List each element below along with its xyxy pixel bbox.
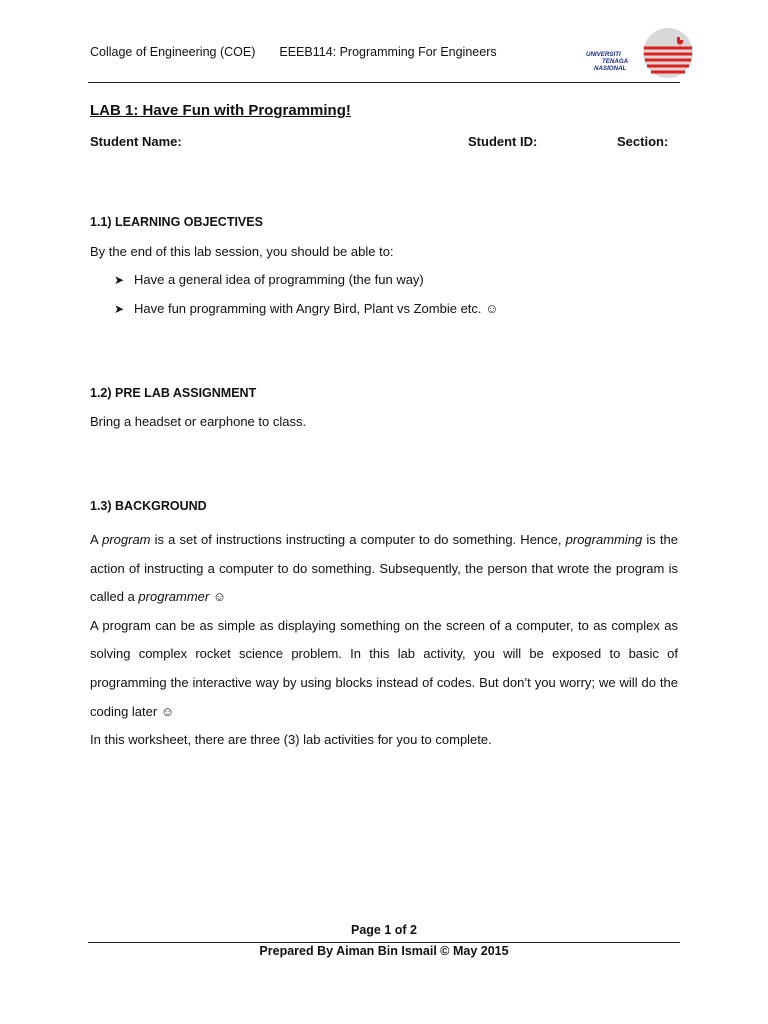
bg-text-run: is a set of instructions instructing a computer to do something. Hence, <box>150 532 566 547</box>
page-number: Page 1 of 2 <box>351 923 417 937</box>
student-info-row <box>90 134 680 152</box>
university-logo <box>584 26 696 82</box>
footer-author: Prepared By Aiman Bin Ismail © May 2015 <box>259 944 509 958</box>
logo-word-2: TENAGA <box>602 58 629 65</box>
header-divider <box>88 82 680 83</box>
smiley-icon: ☺ <box>209 589 227 605</box>
section-label: Section: <box>617 134 669 149</box>
background-paragraph-3: In this worksheet, there are three (3) lab activities for you to complete. <box>90 732 492 748</box>
objective-text: Have a general idea of programming (the fun way) <box>134 272 424 287</box>
course-name: EEEB114: Programming For Engineers <box>279 45 497 59</box>
page-header <box>90 45 590 59</box>
objective-text: Have fun programming with Angry Bird, Plant vs Zombie etc. ☺ <box>134 301 499 316</box>
objectives-intro: By the end of this lab session, you should be able to: <box>90 244 394 259</box>
background-heading: 1.3) BACKGROUND <box>90 499 207 513</box>
prelab-text: Bring a headset or earphone to class. <box>90 414 307 429</box>
objective-item <box>114 301 498 316</box>
background-paragraph-2: A program can be as simple as displaying something on the screen of a computer, to as complex as solving complex rocket science problem. In this lab activity, you will be exposed to basic of programming the interactive way by using blocks instead of codes. But don’t you worry; we will do the coding later ☺ <box>90 617 678 719</box>
term-programming: programming <box>565 532 643 547</box>
student-id-label: Student ID: <box>468 134 538 149</box>
bg-text-run: A <box>90 532 103 547</box>
bg-text-run: is the action of instructing a computer to do something. Subsequently, the person that wrote the program is called a <box>90 532 678 605</box>
arrow-bullet-icon: ➤ <box>114 301 125 316</box>
objective-item <box>114 272 424 287</box>
arrow-bullet-icon: ➤ <box>114 272 125 287</box>
college-name: Collage of Engineering (COE) <box>90 45 256 59</box>
background-body <box>90 526 678 755</box>
term-program: program <box>102 532 151 547</box>
student-name-label: Student Name: <box>90 134 182 149</box>
footer-divider <box>88 942 680 943</box>
objectives-heading: 1.1) LEARNING OBJECTIVES <box>90 215 263 229</box>
prelab-heading: 1.2) PRE LAB ASSIGNMENT <box>90 386 257 400</box>
lab-title: LAB 1: Have Fun with Programming! <box>90 102 351 119</box>
term-programmer: programmer <box>138 589 210 605</box>
logo-word-3: NASIONAL <box>594 65 627 72</box>
logo-word-1: UNIVERSITI <box>586 51 621 58</box>
background-paragraph-1 <box>90 526 678 612</box>
